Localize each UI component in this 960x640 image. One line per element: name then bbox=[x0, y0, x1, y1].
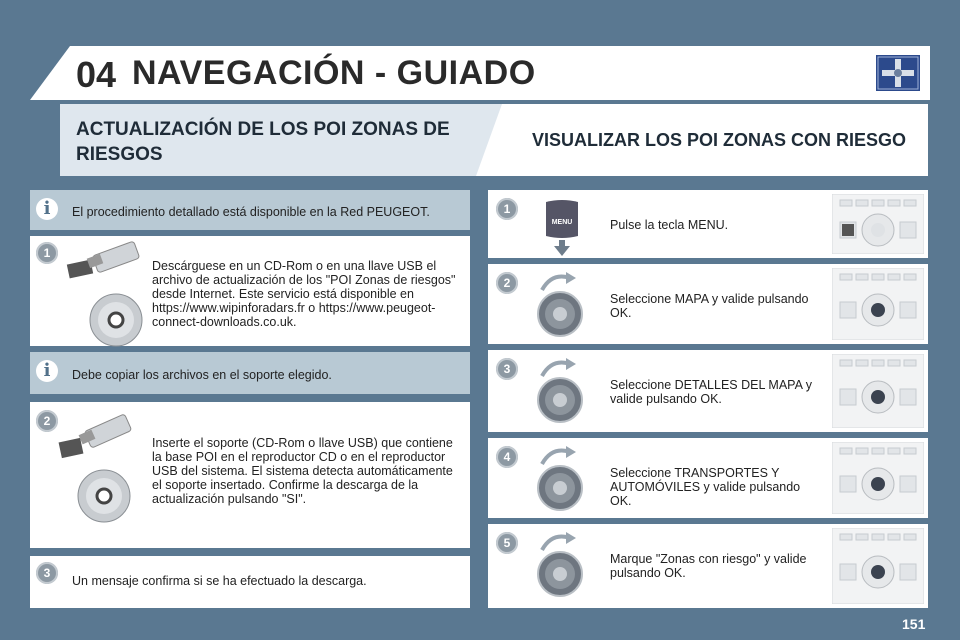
page-title: NAVEGACIÓN - GUIADO bbox=[132, 54, 536, 92]
rotary-knob-icon bbox=[532, 442, 588, 514]
usb-stick-icon bbox=[56, 410, 136, 462]
step-badge-3: 3 bbox=[36, 562, 58, 584]
step-badge-1: 1 bbox=[36, 242, 58, 264]
cd-rom-icon bbox=[76, 468, 132, 524]
step-text-3: Un mensaje confirma si se ha efectuado la descarga. bbox=[72, 574, 367, 588]
page-number: 151 bbox=[902, 616, 926, 632]
chapter-number: 04 bbox=[76, 54, 117, 95]
step-text-2: Inserte el soporte (CD-Rom o llave USB) que contiene la base POI en el reproductor CD o en el reproductor USB del sistema. El sistema detecta automáticamente el soporte insertado. Confirme la descarga de la actualización pulsando "SI". bbox=[152, 436, 453, 506]
radio-panel-illustration bbox=[832, 528, 924, 604]
right-step-badge: 4 bbox=[496, 446, 518, 468]
radio-panel-illustration bbox=[832, 268, 924, 340]
step-badge-2: 2 bbox=[36, 410, 58, 432]
right-step-text: Seleccione TRANSPORTES Y AUTOMÓVILES y valide pulsando OK. bbox=[610, 466, 801, 508]
step-text-1: Descárguese en un CD-Rom o en una llave USB el archivo de actualización de los "POI Zonas de riesgos" desde Internet. Este servicio está disponible en https://www.wipinforadars.fr o https://www.peugeot-connect-downloads.co.uk. bbox=[152, 259, 456, 329]
navigation-crossroads-icon bbox=[876, 55, 920, 91]
left-section-heading: ACTUALIZACIÓN DE LOS POI ZONAS DE RIESGOS bbox=[76, 119, 450, 165]
right-step-text: Seleccione MAPA y valide pulsando OK. bbox=[610, 292, 809, 320]
radio-panel-illustration bbox=[832, 354, 924, 428]
right-step-text: Marque "Zonas con riesgo" y valide pulsando OK. bbox=[610, 552, 807, 580]
right-step-badge: 5 bbox=[496, 532, 518, 554]
usb-stick-icon bbox=[66, 240, 146, 280]
rotary-knob-icon bbox=[532, 354, 588, 426]
rotary-knob-icon bbox=[532, 268, 588, 340]
menu-key-icon bbox=[540, 196, 584, 260]
right-step-badge: 1 bbox=[496, 198, 518, 220]
cd-rom-icon bbox=[88, 292, 144, 348]
info-icon: i bbox=[36, 198, 58, 220]
right-step-badge: 3 bbox=[496, 358, 518, 380]
right-step-text: Seleccione DETALLES DEL MAPA y valide pulsando OK. bbox=[610, 378, 812, 406]
info-text-2: Debe copiar los archivos en el soporte elegido. bbox=[72, 368, 332, 382]
right-step-badge: 2 bbox=[496, 272, 518, 294]
right-section-heading: VISUALIZAR LOS POI ZONAS CON RIESGO bbox=[532, 130, 907, 150]
radio-panel-illustration bbox=[832, 194, 924, 254]
svg-text:MENU: MENU bbox=[551, 219, 573, 226]
radio-panel-illustration bbox=[832, 442, 924, 514]
right-step-text: Pulse la tecla MENU. bbox=[610, 218, 729, 232]
info-text-1: El procedimiento detallado está disponible en la Red PEUGEOT. bbox=[72, 205, 430, 219]
subheading-stripe bbox=[476, 104, 502, 176]
rotary-knob-icon bbox=[532, 528, 588, 600]
info-icon: i bbox=[36, 360, 58, 382]
header-notch bbox=[30, 46, 70, 100]
